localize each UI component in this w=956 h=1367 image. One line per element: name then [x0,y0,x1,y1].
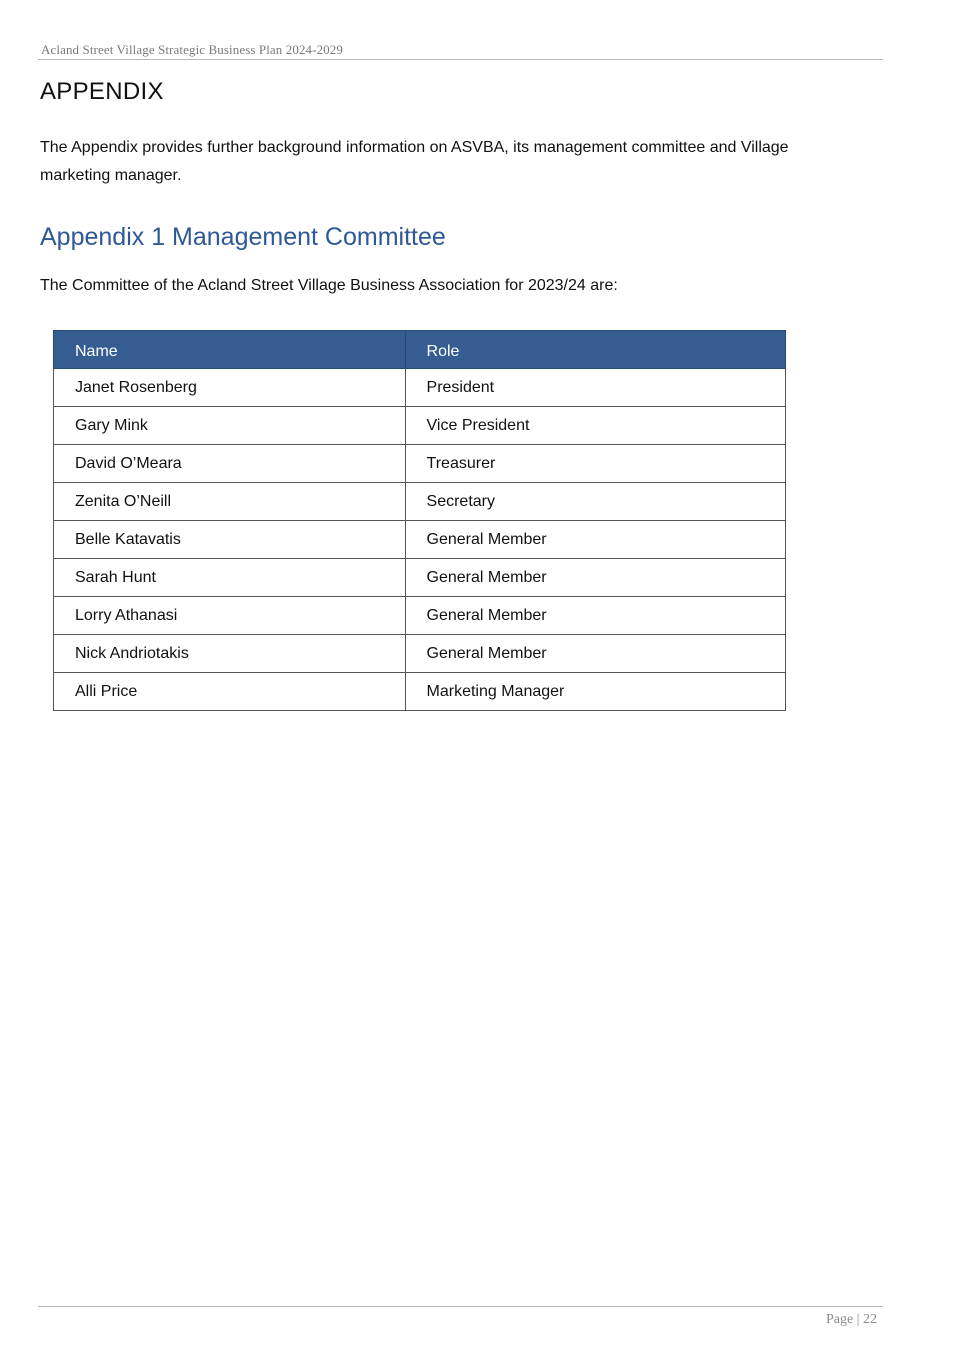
running-header: Acland Street Village Strategic Business Plan 2024-2029 [41,42,343,57]
column-header-role: Role [405,331,785,369]
table-row [54,673,786,711]
section-heading: APPENDIX [40,78,164,105]
member-role: Treasurer [405,445,785,483]
member-name: David O’Meara [54,445,406,483]
table-row [54,369,786,407]
member-role: General Member [405,559,785,597]
member-role: Vice President [405,407,785,445]
member-role: General Member [405,635,785,673]
member-role: Marketing Manager [405,673,785,711]
table-row [54,635,786,673]
member-name: Lorry Athanasi [54,597,406,635]
table-row [54,407,786,445]
table-row [54,597,786,635]
member-name: Sarah Hunt [54,559,406,597]
page-number: Page | 22 [825,1312,877,1327]
member-role: General Member [405,521,785,559]
footer-rule [38,1306,883,1307]
member-role: Secretary [405,483,785,521]
table-header-row [54,331,786,369]
section-intro: The Appendix provides further background information on ASVBA, its management committee and Village marketing manager. [40,139,789,184]
member-name: Gary Mink [54,407,406,445]
column-header-name: Name [54,331,406,369]
appendix-1-heading: Appendix 1 Management Committee [40,223,446,251]
member-name: Belle Katavatis [54,521,406,559]
table-row [54,445,786,483]
member-name: Zenita O’Neill [54,483,406,521]
member-role: General Member [405,597,785,635]
table-row [54,521,786,559]
table-row [54,559,786,597]
committee-intro: The Committee of the Acland Street Village Business Association for 2023/24 are: [40,277,618,294]
committee-table [53,330,786,711]
member-name: Alli Price [54,673,406,711]
member-name: Janet Rosenberg [54,369,406,407]
header-rule [38,59,883,60]
table-row [54,483,786,521]
member-name: Nick Andriotakis [54,635,406,673]
member-role: President [405,369,785,407]
